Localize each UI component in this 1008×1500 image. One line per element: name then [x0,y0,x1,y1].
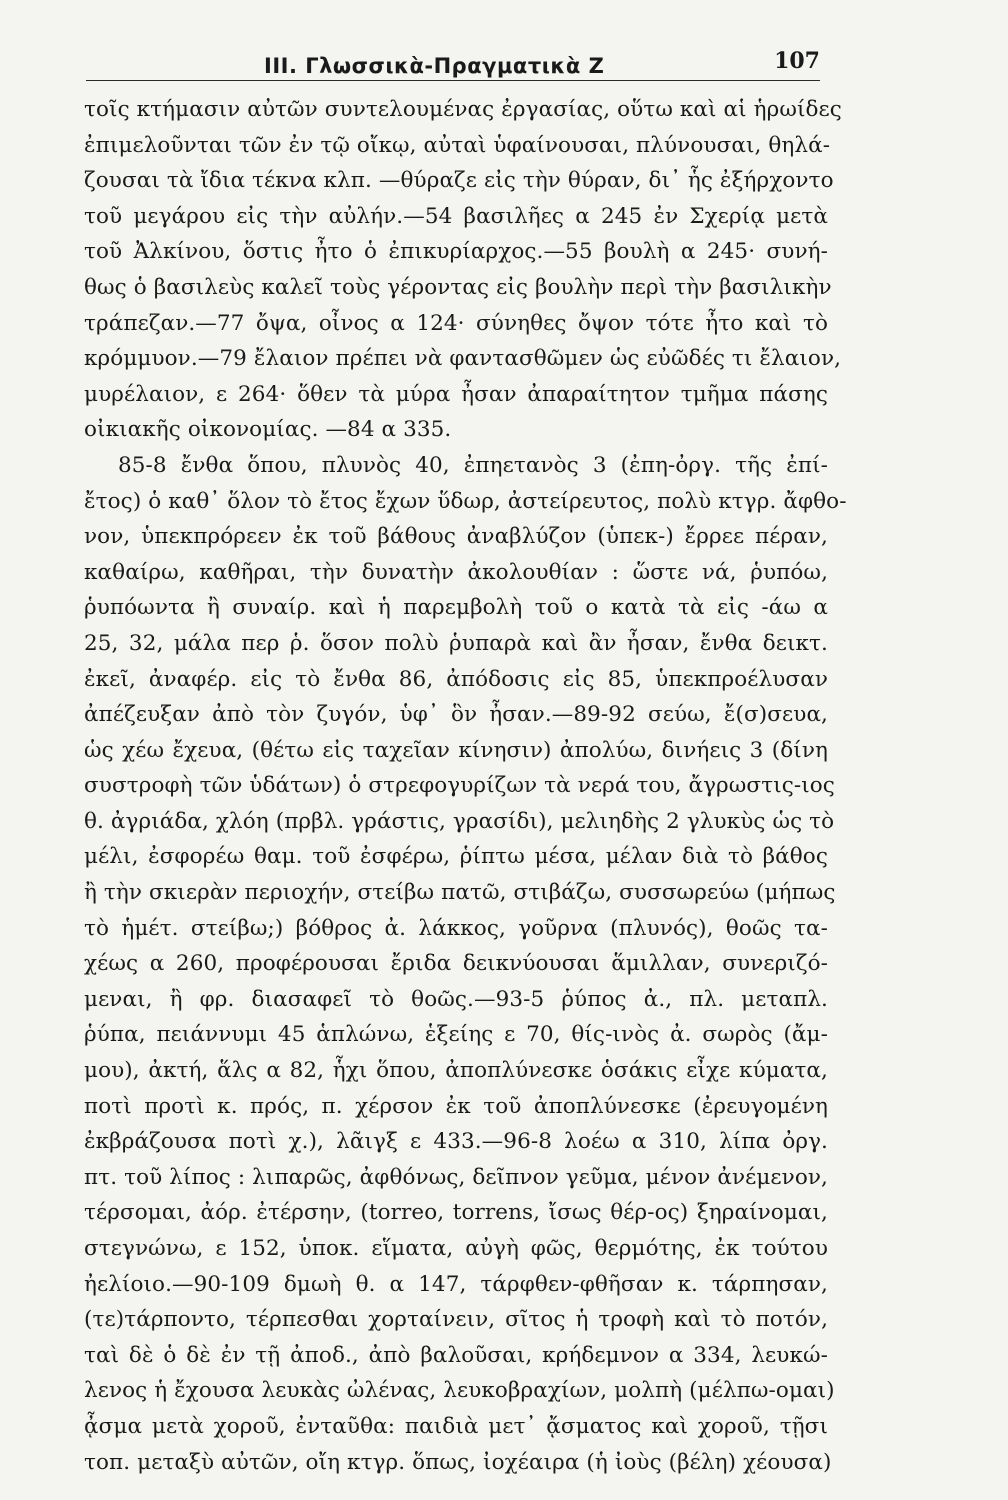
text-line: τοπ. μεταξὺ αὐτῶν, οἴη κτγρ. ὅπως, ἰοχέαιρα (ἡ ἰοὺς (βέλη) χέουσα) [84,1449,832,1475]
text-line: ταὶ δὲ ὁ δὲ ἐν τῇ ἀποδ., ἀπὸ βαλοῦσαι, κρήδεμνον α 334, λευκώ- [84,1342,828,1368]
text-line: ὡς χέω ἔχευα, (θέτω εἰς ταχεῖαν κίνησιν) ἀπολύω, δινήεις 3 (δίνη [84,737,828,763]
text-line: συστροφὴ τῶν ὑδάτων) ὁ στρεφογυρίζων τὰ νερά του, ἄγρωστις-ιος [84,773,835,799]
text-line: χέως α 260, προφέρουσαι ἔριδα δεικνύουσαι ἅμιλλαν, συνεριζό- [84,951,828,977]
running-head: III. Γλωσσικὰ-Πραγματικὰ Ζ [264,54,605,78]
text-line: ἠελίοιο.—90-109 δμωὴ θ. α 147, τάρφθεν-φθῆσαν κ. τάρπησαν, [84,1271,828,1297]
text-line: μου), ἀκτή, ἅλς α 82, ἧχι ὅπου, ἀποπλύνεσκε ὁσάκις εἶχε κύματα, [84,1058,828,1084]
text-line: τοῦ μεγάρου εἰς τὴν αὐλήν.—54 βασιλῆες α 245 ἐν Σχερίᾳ μετὰ [84,203,828,229]
text-line: στεγνώνω, ε 152, ὑποκ. εἵματα, αὐγὴ φῶς, θερμότης, ἐκ τούτου [84,1236,828,1261]
text-line: οἰκιακῆς οἰκονομίας. —84 α 335. [84,417,452,443]
text-line: θ. ἀγριάδα, χλόη (πρβλ. γράστις, γρασίδι), μελιηδὴς 2 γλυκὺς ὡς τὸ [84,808,835,834]
text-line: τράπεζαν.—77 ὄψα, οἶνος α 124· σύνηθες ὄψον τότε ἦτο καὶ τὸ [84,310,828,336]
text-line: ῥύπα, πειάννυμι 45 ἁπλώνω, ἑξείης ε 70, θίς-ινὸς ἀ. σωρὸς (ἄμ- [84,1022,828,1048]
text-line: μεναι, ἢ φρ. διασαφεῖ τὸ θοῶς.—93-5 ῥύπος ἀ., πλ. μεταπλ. [84,986,828,1012]
text-line: ἐπιμελοῦνται τῶν ἐν τῷ οἴκῳ, αὐταὶ ὑφαίνουσαι, πλύνουσαι, θηλά- [84,132,831,158]
text-line: τὸ ἡμέτ. στείβω;) βόθρος ἀ. λάκκος, γοῦρνα (πλυνός), θοῶς τα- [84,915,828,941]
text-line: κρόμμυον.—79 ἔλαιον πρέπει νὰ φαντασθῶμεν ὡς εὐῶδές τι ἔλαιον, [84,346,842,372]
text-line: τέρσομαι, ἀόρ. ἐτέρσην, (torreo, torrens, ἴσως θέρ-ος) ξηραίνομαι, [84,1200,828,1226]
text-line: πτ. τοῦ λίπος : λιπαρῶς, ἀφθόνως, δεῖπνον γεῦμα, μένον ἀνέμενον, [84,1164,828,1190]
text-line: τοῦ Ἀλκίνου, ὅστις ἦτο ὁ ἐπικυρίαρχος.—55 βουλὴ α 245· συνή- [84,239,828,265]
text-line: ἢ τὴν σκιερὰν περιοχήν, στείβω πατῶ, στιβάζω, συσσωρεύω (μήπως [84,880,836,906]
text-line: (τε)τάρποντο, τέρπεσθαι χορταίνειν, σῖτος ἡ τροφὴ καὶ τὸ ποτόν, [84,1307,828,1333]
text-line: θως ὁ βασιλεὺς καλεῖ τοὺς γέροντας εἰς βουλὴν περὶ τὴν βασιλικὴν [84,274,832,300]
commentary-text [84,92,847,1480]
text-line: 25, 32, μάλα περ ῥ. ὅσον πολὺ ῥυπαρὰ καὶ ἂν ἦσαν, ἔνθα δεικτ. [84,630,828,656]
text-line: ζουσαι τὰ ἴδια τέκνα κλπ. —θύραζε εἰς τὴν θύραν, δι᾽ ἧς ἐξήρχοντο [84,168,834,194]
text-line: 85-8 ἔνθα ὅπου, πλυνὸς 40, ἐπηετανὸς 3 (ἐπη-ὀργ. τῆς ἐπί- [118,452,828,478]
text-line: ᾆσμα μετὰ χοροῦ, ἐνταῦθα: παιδιὰ μετ᾽ ᾄσματος καὶ χοροῦ, τῇσι [84,1413,828,1439]
page-number: 107 [774,48,820,74]
text-line: ποτὶ προτὶ κ. πρός, π. χέρσον ἐκ τοῦ ἀποπλύνεσκε (ἐρευγομένη [84,1093,828,1119]
text-line: λενος ἡ ἔχουσα λευκὰς ὠλένας, λευκοβραχίων, μολπὴ (μέλπω-ομαι) [84,1378,835,1404]
text-line: τοῖς κτήμασιν αὐτῶν συντελουμένας ἐργασίας, οὕτω καὶ αἱ ἡρωίδες [84,97,842,122]
text-line: νον, ὑπεκπρόρεεν ἐκ τοῦ βάθους ἀναβλύζον (ὑπεκ-) ἔρρεε πέραν, [84,524,828,550]
text-line: ἀπέζευξαν ἀπὸ τὸν ζυγόν, ὑφ᾽ ὃν ἦσαν.—89-92 σεύω, ἔ(σ)σευα, [84,702,828,728]
text-line: ἔτος) ὁ καθ᾽ ὅλον τὸ ἔτος ἔχων ὕδωρ, ἀστείρευτος, πολὺ κτγρ. ἄφθο- [84,488,847,514]
text-line: ῥυπόωντα ἢ συναίρ. καὶ ἡ παρεμβολὴ τοῦ ο κατὰ τὰ εἰς -άω α [84,595,828,621]
text-line: ἐκβράζουσα ποτὶ χ.), λᾶιγξ ε 433.—96-8 λοέω α 310, λίπα ὀργ. [84,1129,828,1155]
text-line: μυρέλαιον, ε 264· ὅθεν τὰ μύρα ἦσαν ἀπαραίτητον τμῆμα πάσης [84,381,828,407]
text-line: καθαίρω, καθῆραι, τὴν δυνατὴν ἀκολουθίαν : ὥστε νά, ῥυπόω, [84,559,828,585]
page-header [86,44,820,81]
text-line: ἐκεῖ, ἀναφέρ. εἰς τὸ ἔνθα 86, ἀπόδοσις εἰς 85, ὑπεκπροέλυσαν [84,666,828,692]
text-line: μέλι, ἐσφορέω θαμ. τοῦ ἐσφέρω, ῥίπτω μέσα, μέλαν διὰ τὸ βάθος [84,844,828,870]
